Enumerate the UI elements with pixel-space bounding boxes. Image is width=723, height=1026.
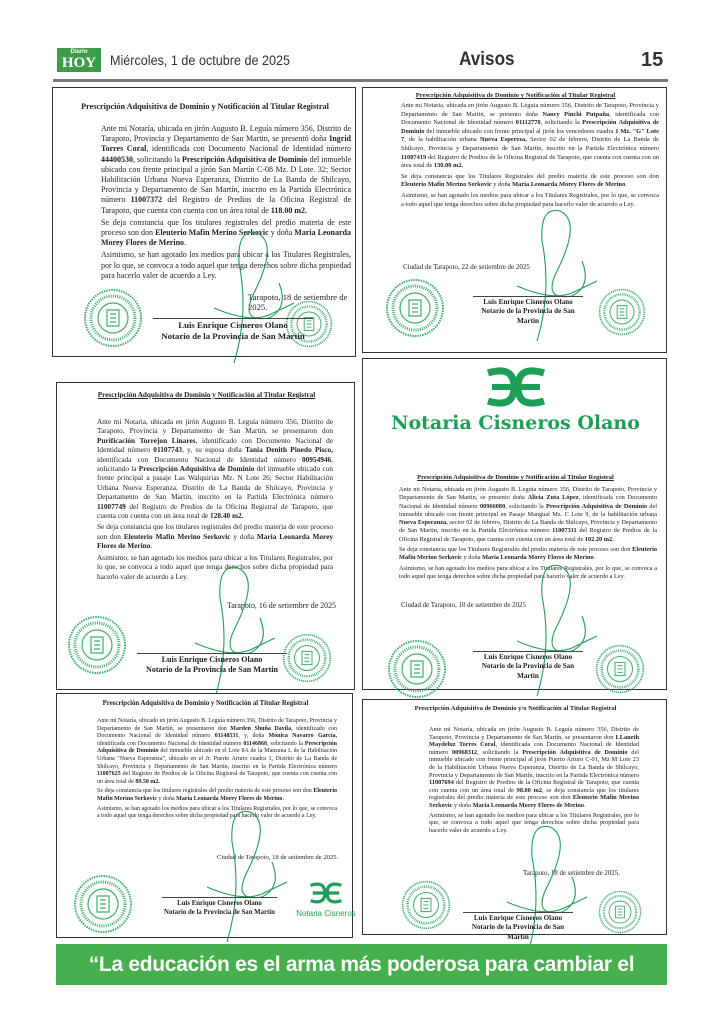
section-title: Avisos	[459, 49, 515, 70]
notice-paragraph	[401, 102, 659, 171]
bold-text: 130.00 m2.	[433, 162, 464, 170]
notice-panel	[362, 358, 667, 690]
bold-text: 11007419	[401, 153, 427, 161]
text: .	[282, 795, 284, 802]
notary-logo-icon	[484, 367, 548, 407]
text: Asimismo, se han agotado los medios para ubicar a los Titulares Registrales, por lo que, se convoca a todo aquel que tenga derechos sobre dicha propiedad para hacerlo valer de acuerdo a Ley.	[101, 250, 351, 280]
header-rule	[53, 79, 668, 82]
notice-panel	[56, 382, 355, 690]
text: Asimismo, se han agotado los medios para ubicar a los Titulares Registrales, por lo que, se convoca a todo aquel que tenga derechos sobre dicha propiedad para hacerlo valer de acuerdo a Ley.	[97, 552, 333, 581]
signer-name: Luis Enrique Cisneros Olano	[483, 298, 573, 306]
notary-seal-icon	[73, 874, 133, 939]
bold-text: 1 Mz. "G" Lote 7	[401, 127, 659, 144]
bold-text: Eleuterio Mafin Merino Serkovic	[399, 546, 657, 562]
text: Ante mi Notaria, ubicada en jirón Augusto B. Leguía número 356, Distrito de Tarapoto, Provincia y Departamento de San Martin, se presentaron don	[97, 417, 333, 436]
bold-text: Eleuterio Mafin Merino Serkovic	[155, 228, 269, 238]
text: .	[593, 554, 596, 562]
bold-text: 11007749	[97, 501, 126, 511]
bold-text: Prescripción Adquisitiva de Dominio	[181, 154, 308, 164]
notice-date: Ciudad de Tarapoto, 18 de setiembre de 2025.	[217, 854, 339, 861]
text: del inmueble ubicado con frente principal en Pasaje Mangual Mz. C Lote 9, de la habilitación urbana	[399, 502, 657, 518]
bold-text: Marden Shuña Davila	[230, 725, 292, 732]
text: , y, su esposa doña	[182, 445, 246, 455]
bold-text: Purificación Torrejon Linares	[97, 435, 196, 445]
text: , identificado con Documento Nacional de Identidad número	[97, 725, 337, 740]
text: del inmueble ubicado con frente principal a pasaje Las Walquirias Mz. N Lote 26; Sector Habilitación Urbana Nueva Esperanza, Distrito de La Banda de Shilcayo, Provincia y Departamento de San Martin, inscrito en la Partida Electrónica número	[97, 464, 333, 502]
text: Se deja constancia que los titulares registrales del predio materia de este proceso son don	[97, 788, 314, 795]
bold-text: Maria Leonarda Morey Flores de Merino	[101, 228, 351, 248]
text: del Registro de Predios de la Oficina Registral de Tarapoto, que cuenta con cuenta con un área total de	[101, 195, 351, 215]
notice-panel	[56, 693, 356, 938]
bold-text: 11007372	[130, 195, 163, 205]
text: del Registro de Predios de la Oficina Registral de Tarapoto, que cuenta con cuenta con un área total de	[401, 153, 659, 170]
bold-text: Prescripción Adquisitiva de Dominio	[97, 740, 337, 755]
notary-logo	[363, 367, 668, 434]
signature-block	[162, 897, 277, 917]
logo-small-text: Diario	[70, 49, 88, 55]
bold-text: Nueva Espereza,	[479, 136, 527, 144]
text: del inmueble ubicado en el Lote 8A de la Manzana L de la Habilitación Urbana "Nueva Esperanza", ubicado en el Jr. Puerto Arturo cuadra 1, Distrito de La Banda de Shilcayo, Provincia y Departamento de San Martín, inscrito en la Partida Electrónica número	[97, 748, 337, 770]
text: del Registro de Predios de la Oficina Registral de Tarapoto, que cuenta con cuenta con un área total de	[97, 771, 337, 785]
notice-date: Ciudad de Tarapoto, 22 de setiembre de 2025	[403, 263, 530, 271]
text: Se deja constancia que los Titulares Registrales del predio materia de este proceso son don	[399, 546, 633, 554]
bold-text: 128.40 m2.	[210, 511, 244, 521]
text: y doña	[157, 795, 177, 802]
bold-text: 00954946	[301, 454, 332, 464]
bold-text: 01146868	[243, 740, 268, 747]
text: identificada con Documento Nacional de Identidad número	[97, 740, 244, 747]
notice-panel	[362, 699, 667, 941]
text: Ante mi Notaría, ubicada en jirón Augusto B. Leguía número 356, Distrito de Tarapoto, Provincia y Departamento de San Martin, se presentó doña	[101, 124, 351, 144]
bold-text: 11007625	[97, 771, 121, 778]
text: .	[150, 541, 153, 551]
notice-date: Tarapoto, 16 de setiembre de 2025	[227, 601, 337, 610]
text: del inmueble ubicado con frente principal a jirón San Martín C-08 Mz. D Lote. 32; Sector Habilitación Urbana Nueva Esperanza, Distrito de La Banda de Shilcayo, Provincia y Departamento de San Martín, inscrito en la Partida Electrónica número	[101, 154, 351, 205]
text: .	[184, 238, 187, 248]
text: del inmueble ubicado con frente principal al jirón los vencedores cuadra	[424, 127, 616, 135]
handwritten-signature	[512, 556, 602, 706]
bold-text: Maria Leonarda Morey Flores de Merino	[472, 801, 585, 809]
bold-text: Mónica Navarro García,	[268, 733, 337, 740]
notice-paragraph	[97, 718, 337, 786]
bold-text: Alicia Zuta López	[527, 494, 579, 502]
notice-date: Tarapoto, 18 de setiembre de 2025.	[248, 292, 348, 312]
signer-name: Luis Enrique Cisneros Olano	[473, 914, 563, 922]
text: Ante mi Notaría, ubicada en jirón Augusto B. Leguía número 356, Distrito de Tarapoto, Provincia y Departamento de San Martín, se presentaron don	[429, 726, 639, 741]
bold-text: 00968312	[452, 748, 478, 756]
notice-paragraph	[101, 124, 351, 216]
notary-seal-icon	[282, 633, 332, 688]
bold-text: 01107743	[153, 445, 183, 455]
text: .	[625, 181, 627, 189]
text: , solicitando la	[477, 748, 523, 756]
notice-body	[401, 102, 659, 211]
bold-text: 89.50 m2.	[135, 778, 160, 785]
text: sector 02 de febrero, Distrito de La Banda de Shilcayo, Provincia y Departamento de San Martin, inscrito en la Partida Electrónica número	[399, 519, 657, 535]
bold-text: Eleuterio Mafin Merino Serkovic	[97, 788, 337, 802]
notary-seal-icon	[401, 880, 451, 935]
text: del inmueble ubicado con frente principal al jirón Puerto Arturo C-01, Mz M Lote 23 de la Habilitación Urbana Nueva Esperanza, Distrito de La Banda de Shilcayo, Provincia y Departamento de San Martín, inscrito en la Partida Electrónica número	[429, 748, 639, 779]
bold-text: 11007311	[552, 527, 577, 535]
signature-block	[463, 912, 573, 942]
text: Ante mi Notaria, ubicada en jirón Augusto B. Leguia número 356, Distrito de Tarapoto, Provincia y Departamento de San Martin, se presento doña	[399, 486, 657, 502]
text: y doña	[491, 181, 513, 189]
bold-text: 98.00 m2	[516, 786, 542, 794]
signer-name: Luis Enrique Cisneros Olano	[178, 320, 288, 330]
text: , solicitando la	[133, 154, 182, 164]
text: Asimismo, se han agotado los medios para ubicar a los Titulares Registrales, por lo que, se convoca a todo aquel que tenga derechos sobre dicha propiedad para hacerlo valer de acuerdo a Ley.	[399, 564, 657, 580]
notary-seal-icon	[67, 615, 127, 680]
bold-text: 01148531	[214, 733, 239, 740]
bold-text: Prescripción Adquisitiva de Dominio	[522, 748, 628, 756]
text: , solicitando la	[505, 502, 546, 510]
text: , solicitando la	[540, 119, 583, 127]
text: del Registro de Predios de la Oficina Registral de Tarapoto, que cuenta con cuenta con un área total de	[429, 779, 639, 794]
text: y doña	[230, 531, 257, 541]
notice-title: Prescripción Adquisitiva de Dominio y/o Notificación al Titular Registral	[414, 705, 617, 712]
notary-seal-icon	[598, 288, 646, 341]
text: identificada con Documento Nacional de Identidad número	[97, 454, 302, 464]
issue-date: Miércoles, 1 de octubre de 2025	[110, 52, 291, 68]
text: Se deja constancia que los titulares registrales del predio materia de este proceso son don	[101, 217, 351, 238]
signer-name: Luis Enrique Cisneros Olano	[483, 653, 573, 661]
bold-text: Eleuterio Mafin Merino Serkovic	[429, 794, 639, 809]
text: Ante mi Notaria, ubicada en jirón Augusto B. Leguia número 356, Distrito de Tarapoto, Provincia y Departamento de San Martin, se presento doña	[401, 102, 659, 118]
bold-text: 11007694	[429, 779, 454, 787]
bold-text: Nueva Esperanza,	[399, 519, 448, 527]
text: del Registro de Predios de la Oficina Registral de Tarapoto, que cuenta con cuenta con un área total de	[399, 527, 657, 543]
signer-title: Notario de la Provincia de San Martin	[161, 331, 305, 341]
text: Asimismo, se han agotado los medios para ubicar a los Titulares Registrales, por lo que, se convoca a todo aquel que tenga derechos sobre dicha propiedad para hacerlo valer de acuerdo a Ley.	[97, 805, 337, 820]
notice-paragraph	[429, 726, 639, 810]
text: y doña	[268, 228, 295, 238]
notice-title: Prescripción Adquisitiva de Dominio y Notificación al Titular Registral	[415, 92, 616, 99]
bold-text: Prescripción Adquisitiva de Dominio	[545, 502, 647, 510]
signer-title: Notario de la Provincia de San Martin	[145, 665, 279, 675]
text: , identificada con Documento Nacional de Identidad número	[146, 144, 351, 154]
text: del Registro de Predios de la Oficina Registral de Tarapoto, que cuenta con cuenta con un área total de	[97, 501, 333, 521]
handwritten-signature	[209, 223, 299, 373]
bold-text: 01112778	[515, 119, 541, 127]
bold-text: 44400530	[101, 154, 133, 164]
bold-text: Nancy Pinchi Putpaña	[542, 110, 610, 118]
signature-block	[473, 296, 583, 326]
bold-text: Tania Denith Pinedo Pisco,	[245, 445, 333, 455]
notice-panel	[362, 87, 667, 353]
handwritten-signature	[190, 558, 280, 708]
text: Sector 02 de febrero, Distrito de La Banda de Shilcayo, Provincia y Departamento de San Martin, inscrito en la Partida Electrónica número	[401, 136, 659, 152]
bold-text: Maria Leonarda Morey Flores de Merino	[482, 554, 594, 562]
signer-title: Notario de la Provincia de San Martín	[164, 909, 275, 916]
logo-big-text: HOY	[61, 55, 97, 71]
bold-text: Eleuterio Mafin Merino Serkovic	[401, 181, 492, 189]
notary-seal-icon	[598, 890, 642, 939]
bold-text: Ingrid Torres Coral	[101, 134, 351, 154]
text: y doña	[461, 554, 483, 562]
text: y doña	[452, 801, 473, 809]
bold-text: Maria Leonarda Morey Flores de Merino	[512, 181, 626, 189]
bold-text: Prescripción Adquisitiva de Dominio	[138, 464, 255, 474]
page-number: 15	[641, 49, 664, 71]
signature-block	[153, 318, 313, 342]
signature-block	[473, 651, 583, 681]
text: Asimismo, se han agotado los medios para ubicar a los Titulares Registrales, por lo que, se convoca a todo aquel que tenga derechos sobre dicha propiedad para hacerlo valer de acuerdo a Ley.	[401, 191, 659, 208]
notary-name: Notaria Cisneros Olano	[391, 412, 640, 434]
quote-banner: “La educación es el arma más poderosa para cambiar el mundo”	[56, 944, 667, 985]
text: Asimismo, se han agotado los medios para ubicar a los Titulares Registrales, por lo que, se convoca a todo aquel que tenga derechos sobre dicha propiedad para hacerlo valer de acuerdo a Ley.	[429, 811, 639, 834]
bold-text: LLaneth Maydeluz Torres Coral	[429, 733, 639, 749]
signer-title: Notario de la Provincia de San Martin	[471, 923, 565, 941]
text: Ante mi Notaría, ubicado en jirón Augusto B. Leguía número 356, Distrito de Tarapoto, Provincia y Departamento de San Martín, se presentaron don	[97, 718, 337, 732]
notice-title: Prescripción Adquisitiva de Dominio y Notificación al Titular Registral	[81, 102, 329, 111]
bold-text: 102.20 m2.	[584, 535, 614, 543]
handwritten-signature	[202, 802, 292, 952]
text: , y, doña	[238, 733, 269, 740]
text: , identificada con Documento Nacional de Identidad número	[401, 110, 660, 127]
notice-panel	[52, 87, 356, 357]
notice-date: Tarapoto, 18 de setiembre de 2025.	[523, 870, 620, 877]
notice-paragraph	[399, 486, 657, 544]
signer-title: Notario de la Provincia de San Martin	[481, 307, 575, 325]
signer-name: Luis Enrique Cisneros Olano	[177, 900, 262, 907]
text: Se deja constancia que los titulares registrales del predio materia de este proceso son don	[97, 522, 333, 541]
text: , de la habilitación urbana	[404, 136, 480, 144]
notary-small-name: Notaria Cisneros	[296, 909, 356, 918]
notice-date: Ciudad de Tarapoto, 18 de setiembre de 2025	[401, 602, 526, 609]
text: , se deja constancia que los titulares registrales del predio materia de este proceso son don	[429, 786, 639, 802]
bold-text: Eleuterio Mafin Merino Serkovic	[123, 531, 231, 541]
signer-title: Notario de la Provincia de San Martin	[481, 662, 575, 680]
notary-seal-icon	[387, 639, 447, 704]
notice-title: Prescripción Adquisitiva de Dominio y Notificación al Titular Registral	[417, 474, 614, 481]
text: , solicitando la	[97, 454, 333, 474]
notary-logo-icon	[308, 882, 344, 904]
bold-text: Maria Leonarda Morey Flores de Merino	[176, 795, 283, 802]
notary-seal-icon	[83, 288, 143, 353]
text: , solicitando la	[267, 740, 305, 747]
notice-paragraph	[97, 522, 333, 550]
notary-seal-icon	[595, 644, 645, 699]
bold-text: Maria Leonarda Morey Flores de Merino	[97, 531, 333, 551]
bold-text: Prescripción Adquisitiva de Dominio	[401, 119, 660, 135]
diario-hoy-logo	[57, 48, 101, 72]
text: , identificado con Documento Nacional de Identidad número	[97, 435, 334, 455]
notice-paragraph	[401, 173, 659, 190]
text: , identificada con Documento Nacional de Identidad número	[399, 494, 657, 510]
text: .	[584, 801, 586, 809]
signer-name: Luis Enrique Cisneros Olano	[161, 655, 263, 664]
notice-title: Prescripción Adquisitiva de Dominio y Notificación al Titular Registral	[97, 391, 316, 399]
notary-seal-icon	[385, 278, 445, 343]
bold-text: 118.00 m2.	[270, 205, 308, 215]
notice-paragraph	[97, 417, 333, 520]
handwritten-signature	[512, 201, 602, 351]
bold-text: 00966080	[480, 502, 506, 510]
text: Se deja constancia que los Titulares Registrales del predio materia de este proceso son don	[401, 172, 659, 180]
text: , identificada con Documento Nacional de Identidad número	[429, 741, 639, 756]
notary-logo-small	[295, 882, 357, 918]
signature-block	[137, 653, 287, 676]
notice-title: Prescripción Adquisitiva de Dominio y Notificación al Titular Registral	[102, 700, 309, 707]
